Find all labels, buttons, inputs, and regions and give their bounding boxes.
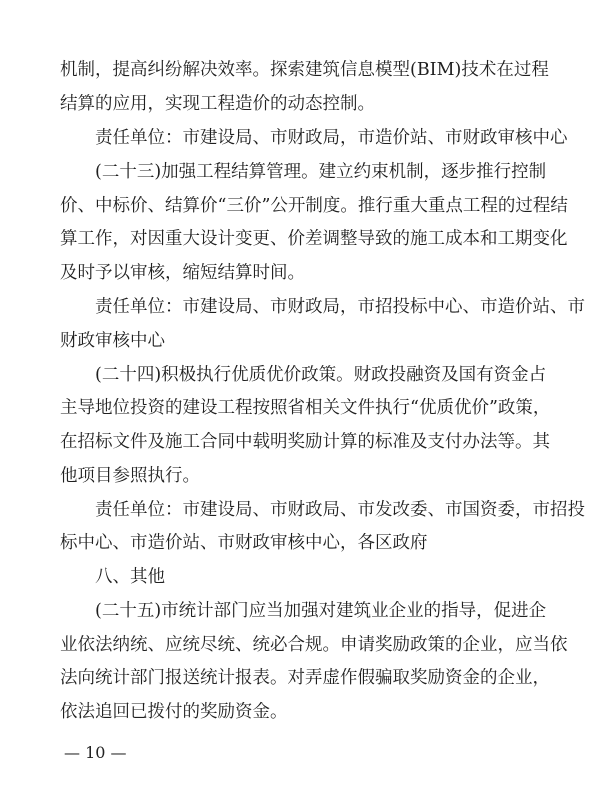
body-line: (二十四)积极执行优质优价政策。财政投融资及国有资金占 [60,365,547,385]
body-line: 他项目参照执行。 [60,466,200,486]
body-line: 主导地位投资的建设工程按照省相关文件执行“优质优价”政策， [60,398,551,418]
body-line: 机制，提高纠纷解决效率。探索建筑信息模型(BIM)技术在过程 [60,60,549,80]
body-line: 依法追回已拨付的奖励资金。 [60,702,288,722]
page-number: — 10 — [64,743,127,762]
body-line: (二十三)加强工程结算管理。建立约束机制，逐步推行控制 [60,162,547,182]
body-line: 责任单位：市建设局、市财政局，市造价站、市财政审核中心 [60,128,568,148]
body-line: 标中心、市造价站、市财政审核中心，各区政府 [60,533,428,553]
body-line: 法向统计部门报送统计报表。对弄虚作假骗取奖励资金的企业， [60,668,550,688]
body-line: 及时予以审核，缩短结算时间。 [60,263,305,283]
body-line: 财政审核中心 [60,331,165,351]
body-line: 在招标文件及施工合同中载明奖励计算的标准及支付办法等。其 [60,432,550,452]
body-line: 结算的应用，实现工程造价的动态控制。 [60,94,375,114]
body-line: (二十五)市统计部门应当加强对建筑业企业的指导，促进企 [60,601,547,621]
body-line: 责任单位：市建设局、市财政局，市招投标中心、市造价站、市 [60,297,585,317]
body-line: 价、中标价、结算价“三价”公开制度。推行重大重点工程的过程结 [60,196,568,216]
body-line: 责任单位：市建设局、市财政局、市发改委、市国资委，市招投 [60,500,585,520]
section-heading: 八、其他 [60,567,165,587]
body-line: 算工作，对因重大设计变更、价差调整导致的施工成本和工期变化 [60,229,568,249]
body-line: 业依法纳统、应统尽统、统必合规。申请奖励政策的企业，应当依 [60,635,568,655]
